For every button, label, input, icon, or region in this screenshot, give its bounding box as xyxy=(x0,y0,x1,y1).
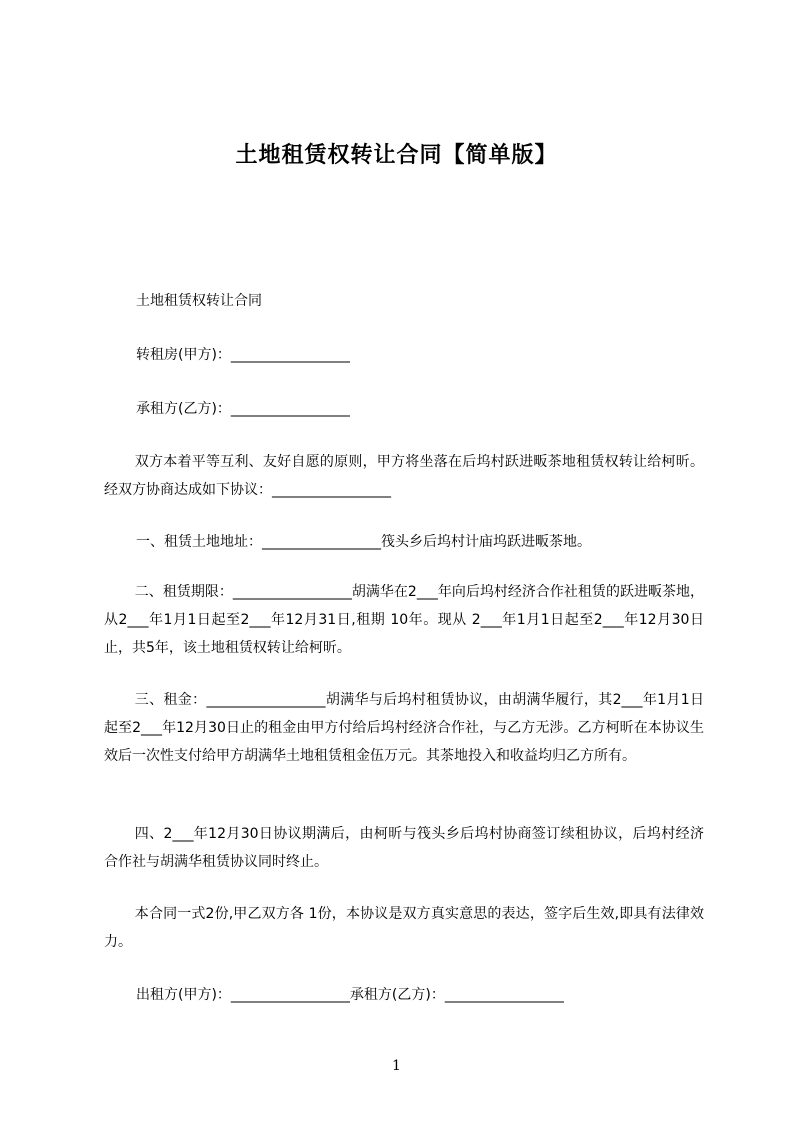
party-b-line: 承租方(乙方)：_________________ xyxy=(136,401,350,417)
contract-subtitle: 土地租赁权转让合同 xyxy=(136,293,262,309)
clause-4: 四、2___年12月30日协议期满后，由柯昕与筏头乡后坞村协商签订续租协议，后坞村经济合作社与胡满华租赁协议同时终止。 xyxy=(104,826,704,870)
signature-line: 出租方(甲方)：_________________承租方(乙方)：_________________ xyxy=(136,987,564,1003)
closing-paragraph: 本合同一式2份,甲乙双方各 1份，本协议是双方真实意思的表达，签字后生效,即具有法律效力。 xyxy=(104,906,704,950)
clause-3: 三、租金：_________________胡满华与后坞村租赁协议，由胡满华履行，其2___年1月1日起至2___年12月30日止的租金由甲方付给后坞村经济合作社，与乙方无涉。乙方柯昕在本协议生效后一次性支付给甲方胡满华土地租赁租金伍万元。其茶地投入和收益均归乙方所有。 xyxy=(104,692,704,764)
party-a-line: 转租房(甲方)：_________________ xyxy=(136,347,350,363)
clause-1: 一、租赁土地地址：_________________筏头乡后坞村计庙坞跃进畈茶地。 xyxy=(136,534,591,550)
page-number: 1 xyxy=(392,1058,401,1074)
intro-paragraph: 双方本着平等互利、友好自愿的原则，甲方将坐落在后坞村跃进畈茶地租赁权转让给柯昕。经双方协商达成如下协议：_________________ xyxy=(104,454,704,498)
clause-2: 二、租赁期限：_________________胡满华在2___年向后坞村经济合作社租赁的跃进畈茶地，从2___年1月1日起至2___年12月31日,租期 10年。现从 2___年1月1日起至2___年12月30日止，共5年，该土地租赁权转让给柯昕。 xyxy=(104,584,704,656)
document-title: 土地租赁权转让合同【简单版】 xyxy=(235,143,558,168)
